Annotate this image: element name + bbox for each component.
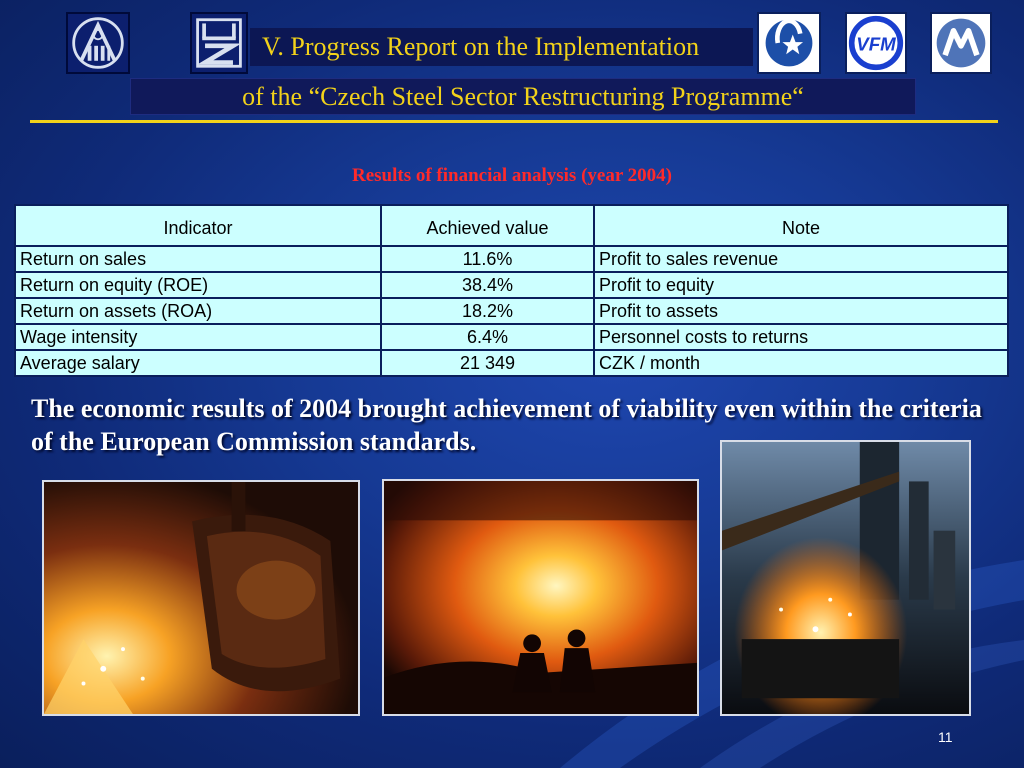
indicator-cell: Return on equity (ROE) xyxy=(15,272,381,298)
title-line-1: V. Progress Report on the Implementation xyxy=(250,28,753,66)
value-cell: 21 349 xyxy=(381,350,594,376)
blue-star-logo xyxy=(757,12,821,74)
note-cell: Profit to equity xyxy=(594,272,1008,298)
blast-furnace-sparks-photo xyxy=(720,440,971,716)
m-triangle-logo xyxy=(930,12,992,74)
column-header: Achieved value xyxy=(381,205,594,246)
page-number: 11 xyxy=(938,729,953,745)
table-caption: Results of financial analysis (year 2004) xyxy=(351,165,672,186)
note-cell: CZK / month xyxy=(594,350,1008,376)
steel-ladle-pouring-photo xyxy=(42,480,360,716)
foundry-workers-silhouette-photo xyxy=(382,479,699,716)
financial-results-table xyxy=(14,204,1009,377)
indicator-cell: Average salary xyxy=(15,350,381,376)
title-line-2: of the “Czech Steel Sector Restructuring Programme“ xyxy=(130,78,916,115)
summary-statement: The economic results of 2004 brought achievement of viability even within the criteria of the European Commission standards. xyxy=(31,394,982,456)
arch-columns-logo xyxy=(66,12,130,74)
note-cell: Profit to assets xyxy=(594,298,1008,324)
indicator-cell: Return on assets (ROA) xyxy=(15,298,381,324)
value-cell: 6.4% xyxy=(381,324,594,350)
value-cell: 38.4% xyxy=(381,272,594,298)
value-cell: 18.2% xyxy=(381,298,594,324)
table-row xyxy=(15,298,1008,324)
indicator-cell: Wage intensity xyxy=(15,324,381,350)
note-cell: Profit to sales revenue xyxy=(594,246,1008,272)
vfm-logo xyxy=(845,12,907,74)
table-row xyxy=(15,324,1008,350)
table-row xyxy=(15,246,1008,272)
indicator-cell: Return on sales xyxy=(15,246,381,272)
table-row xyxy=(15,350,1008,376)
value-cell: 11.6% xyxy=(381,246,594,272)
column-header: Note xyxy=(594,205,1008,246)
table-header-row xyxy=(15,205,1008,246)
table-row xyxy=(15,272,1008,298)
svg-text:VFM: VFM xyxy=(856,33,896,55)
column-header: Indicator xyxy=(15,205,381,246)
title-rule xyxy=(30,120,998,123)
ministry-emblem-logo xyxy=(190,12,248,74)
note-cell: Personnel costs to returns xyxy=(594,324,1008,350)
